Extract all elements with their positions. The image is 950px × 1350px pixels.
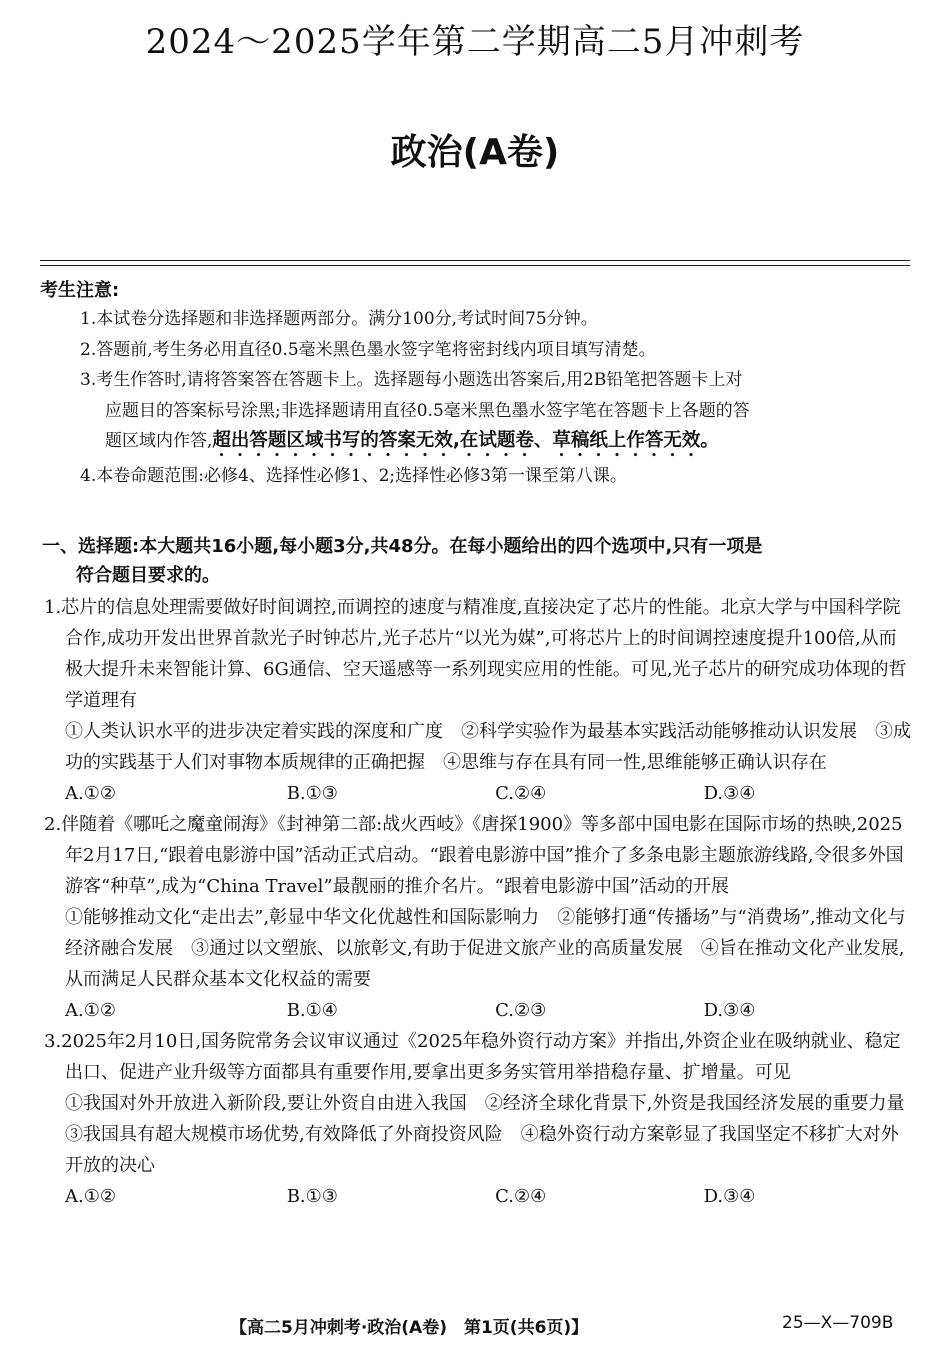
question-3-stem: 3.2025年2月10日,国务院常务会议审议通过《2025年稳外资行动方案》并指出,外资企业在吸纳就业、稳定出口、促进产业升级等方面都具有重要作用,要拿出更多务实管用举措稳存量、扩增量。可见	[44, 1031, 901, 1083]
question-2-statements: ①能够推动文化“走出去”,彰显中华文化优越性和国际影响力 ②能够打通“传播场”与“消费场”,推动文化与经济融合发展 ③通过以文塑旅、以旅彰文,有助于促进文旅产业的高质量发展 ④旨在推动文化产业发展,从而满足人民群众基本文化权益的需要	[65, 907, 906, 990]
notice-emphasis: 超出答题区域书写的答案无效,在试题卷、草稿纸上作答无效。	[212, 430, 719, 451]
notice-item-3-line3-text: 题区域内作答,	[105, 431, 213, 451]
option-d: D.③④	[703, 1186, 756, 1207]
footer-code: 25—X—709B	[782, 1313, 894, 1333]
section-heading	[42, 532, 914, 590]
footer-page-info: 【高二5月冲刺考·政治(A卷) 第1页(共6页)】	[230, 1318, 589, 1338]
option-c: C.②④	[495, 1186, 547, 1207]
question-3-statements: ①我国对外开放进入新阶段,要让外资自由进入我国 ②经济全球化背景下,外资是我国经济发展的重要力量 ③我国具有超大规模市场优势,有效降低了外商投资风险 ④稳外资行动方案彰显了我国坚定不移扩大对外开放的决心	[65, 1093, 923, 1176]
question-3-options	[44, 1181, 912, 1212]
option-b: B.①④	[286, 1000, 338, 1021]
option-d: D.③④	[703, 783, 756, 804]
exam-title: 2024～2025学年第二学期高二5月冲刺考	[145, 22, 805, 62]
notice-item-3-line1: 3.考生作答时,请将答案答在答题卡上。选择题每小题选出答案后,用2B铅笔把答题卡上对	[80, 370, 743, 390]
question-2-options	[44, 995, 912, 1026]
notice-list	[80, 304, 915, 492]
notice-title: 考生注意:	[40, 280, 120, 301]
option-a: A.①②	[65, 1000, 116, 1021]
top-rule-thin	[40, 265, 910, 266]
option-c: C.②③	[495, 1000, 547, 1021]
question-list	[44, 592, 923, 1212]
question-2	[44, 809, 912, 1026]
question-2-stem: 2.伴随着《哪吒之魔童闹海》《封神第二部:战火西岐》《唐探1900》等多部中国电影在国际市场的热映,2025年2月17日,“跟着电影游中国”活动正式启动。“跟着电影游中国”推介了多条电影主题旅游线路,令很多外国游客“种草”,成为“China Travel”最靓丽的推介名片。“跟着电影游中国”活动的开展	[44, 814, 904, 897]
option-a: A.①②	[65, 1186, 116, 1207]
notice-item-4: 4.本卷命题范围:必修4、选择性必修1、2;选择性必修3第一课至第八课。	[80, 466, 627, 486]
question-3	[44, 1026, 923, 1212]
option-d: D.③④	[703, 1000, 756, 1021]
top-rule	[40, 260, 910, 261]
notice-item-3-line2: 应题目的答案标号涂黑;非选择题请用直径0.5毫米黑色墨水签字笔在答题卡上各题的答	[105, 400, 750, 421]
notice-item-1: 1.本试卷分选择题和非选择题两部分。满分100分,考试时间75分钟。	[80, 309, 598, 329]
section-heading-line2: 符合题目要求的。	[76, 565, 220, 586]
option-b: B.①③	[286, 783, 338, 804]
option-a: A.①②	[65, 783, 116, 804]
question-1-options	[44, 778, 912, 809]
question-1	[44, 592, 912, 809]
option-b: B.①③	[286, 1186, 338, 1207]
notice-item-3	[80, 365, 915, 461]
question-1-stem: 1.芯片的信息处理需要做好时间调控,而调控的速度与精准度,直接决定了芯片的性能。北京大学与中国科学院合作,成功开发出世界首款光子时钟芯片,光子芯片“以光为媒”,可将芯片上的时间调控速度提升100倍,从而极大提升未来智能计算、6G通信、空天遥感等一系列现实应用的性能。可见,光子芯片的研究成功体现的哲学道理有	[44, 597, 907, 711]
question-1-statements: ①人类认识水平的进步决定着实践的深度和广度 ②科学实验作为最基本实践活动能够推动认识发展 ③成功的实践基于人们对事物本质规律的正确把握 ④思维与存在具有同一性,思维能够正确认识存在	[65, 721, 911, 773]
notice-item-3-line3	[80, 426, 915, 461]
subject-title: 政治(A卷)	[390, 132, 560, 173]
notice-item-2: 2.答题前,考生务必用直径0.5毫米黑色墨水签字笔将密封线内项目填写清楚。	[80, 339, 656, 360]
section-heading-line1: 一、选择题:本大题共16小题,每小题3分,共48分。在每小题给出的四个选项中,只有一项是	[42, 536, 763, 557]
option-c: C.②④	[495, 783, 547, 804]
